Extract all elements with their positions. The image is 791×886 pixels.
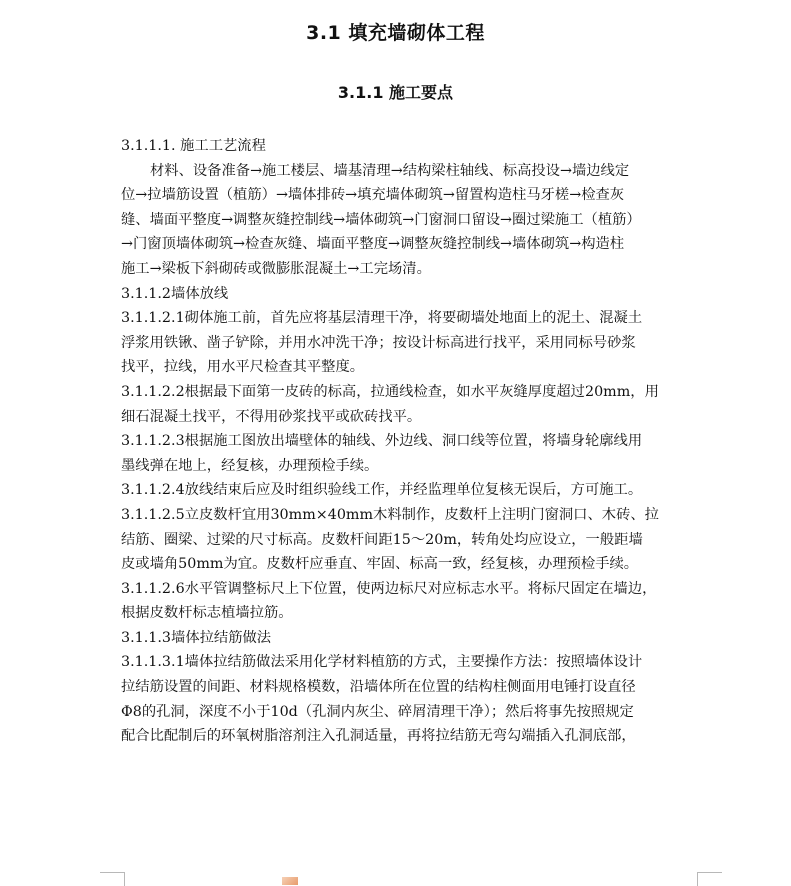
page-corner-mark-left: [100, 872, 125, 886]
paragraph-line: 拉结筋设置的间距、材料规格模数，沿墙体所在位置的结构柱侧面用电锤打设直径: [121, 679, 636, 696]
paragraph-line: 结筋、圈梁、过梁的尺寸标高。皮数杆间距15～20m，转角处均应设立，一般距墙: [121, 531, 643, 548]
heading-line: 3.1.1.3墙体拉结筋做法: [121, 629, 272, 646]
paragraph-line: 3.1.1.2.6水平管调整标尺上下位置，使两边标尺对应标志水平。将标尺固定在墙边，: [121, 580, 657, 597]
paragraph-line: 3.1.1.2.4放线结束后应及时组织验线工作，并经监理单位复核无误后，方可施工。: [121, 482, 643, 499]
paragraph-line: 墨线弹在地上，经复核，办理预检手续。: [121, 457, 379, 474]
paragraph-line: 皮或墙角50mm为宜。皮数杆应垂直、牢固、标高一致，经复核，办理预检手续。: [121, 556, 639, 573]
paragraph-line: 浮浆用铁锹、凿子铲除，并用水冲洗干净；按设计标高进行找平，采用同标号砂浆: [121, 334, 636, 351]
paragraph-line: 配合比配制后的环氧树脂溶剂注入孔洞适量，再将拉结筋无弯勾端插入孔洞底部，: [121, 728, 636, 745]
section-title: 3.1 填充墙砌体工程: [306, 22, 485, 44]
paragraph-line: Φ8的孔洞，深度不小于10d（孔洞内灰尘、碎屑清理干净）；然后将事先按照规定: [121, 703, 634, 720]
cursor-marker-icon: [282, 877, 298, 885]
paragraph-line: 3.1.1.2.2根据最下面第一皮砖的标高，拉通线检查，如水平灰缝厚度超过20mm，用: [121, 383, 659, 400]
paragraph-line: 细石混凝土找平，不得用砂浆找平或砍砖找平。: [121, 408, 422, 425]
paragraph-line: 位→拉墙筋设置（植筋）→墙体排砖→填充墙体砌筑→留置构造柱马牙槎→检查灰: [121, 187, 625, 204]
heading-line: 3.1.1.1. 施工工艺流程: [121, 138, 266, 154]
paragraph-line: 材料、设备准备→施工楼层、墙基清理→结构梁柱轴线、标高投设→墙边线定: [150, 162, 630, 179]
document-body: [121, 134, 701, 749]
paragraph-line: 找平，拉线，用水平尺检查其平整度。: [121, 359, 365, 376]
paragraph-line: 3.1.1.3.1墙体拉结筋做法采用化学材料植筋的方式，主要操作方法：按照墙体设计: [121, 654, 643, 671]
page-corner-mark-right: [697, 872, 722, 886]
heading-line: 3.1.1.2墙体放线: [121, 285, 229, 302]
subsection-title: 3.1.1 施工要点: [337, 83, 454, 102]
paragraph-line: →门窗顶墙体砌筑→检查灰缝、墙面平整度→调整灰缝控制线→墙体砌筑→构造柱: [121, 236, 625, 253]
paragraph-line: 施工→梁板下斜砌砖或微膨胀混凝土→工完场清。: [121, 260, 431, 277]
paragraph-line: 根据皮数杆标志植墙拉筋。: [121, 605, 293, 622]
paragraph-line: 3.1.1.2.5立皮数杆宜用30mm×40mm木料制作，皮数杆上注明门窗洞口、木砖、拉: [121, 506, 659, 523]
paragraph-line: 3.1.1.2.3根据施工图放出墙壁体的轴线、外边线、洞口线等位置，将墙身轮廓线用: [121, 433, 643, 450]
paragraph-line: 3.1.1.2.1砌体施工前，首先应将基层清理干净，将要砌墙处地面上的泥土、混凝土: [121, 310, 643, 327]
paragraph-line: 缝、墙面平整度→调整灰缝控制线→墙体砌筑→门窗洞口留设→圈过梁施工（植筋）: [121, 211, 641, 228]
